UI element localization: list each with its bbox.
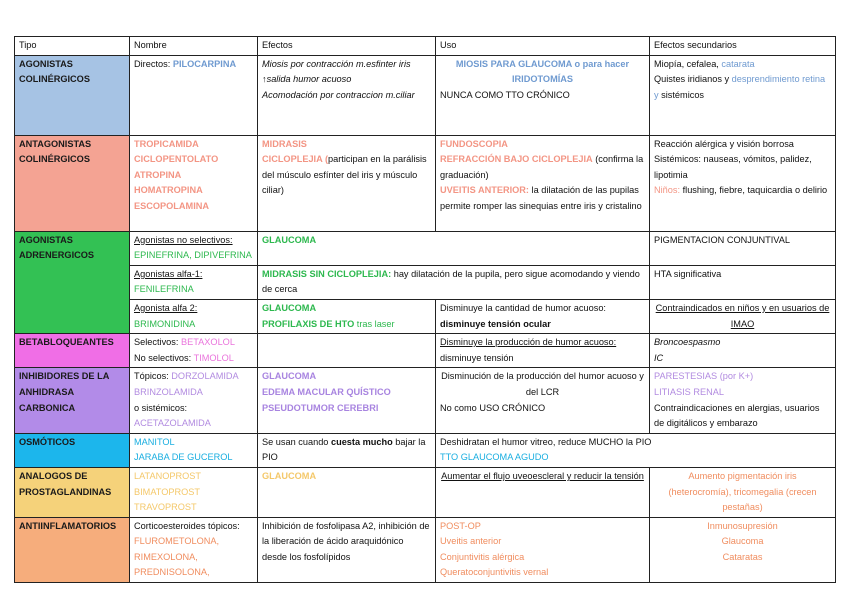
row-agonistas-adrenergicos-3: [15, 299, 836, 333]
tipo-inhibidores-anhidrasa: INHIBIDORES DE LA ANHIDRASA CARBONICA: [15, 368, 130, 433]
uso-highlight: Queratoconjuntivitis vernal: [440, 567, 549, 578]
drug-name: PREDNISOLONA,: [134, 567, 210, 578]
drug-name: ACETAZOLAMIDA: [134, 418, 211, 429]
row-agonistas-colinergicos: [15, 55, 836, 135]
row-prostaglandinas: [15, 467, 836, 517]
tipo-antiinflamatorios: ANTIINFLAMATORIOS: [15, 517, 130, 582]
sec-highlight: Inmunosupresión: [707, 520, 778, 531]
uso-detail: (confirma la graduación): [440, 154, 644, 180]
tipo-prostaglandinas: ANALOGOS DE PROSTAGLANDINAS: [15, 467, 130, 517]
uso-cell: [258, 231, 650, 265]
row-agonistas-adrenergicos-2: [15, 265, 836, 299]
nombre-cell: [130, 368, 258, 433]
uso-cell: [258, 265, 650, 299]
efectos-cell: [258, 433, 436, 467]
sec-text: PIGMENTACION CONJUNTIVAL: [654, 234, 790, 245]
drug-name: MANITOL: [134, 436, 175, 447]
secundarios-cell: [650, 135, 836, 231]
drug-name: BRINZOLAMIDA: [134, 386, 203, 397]
drug-name: BIMATOPROST: [134, 486, 201, 497]
header-row: [15, 37, 836, 56]
drug-name: ATROPINA: [134, 169, 182, 180]
uso-cell: [436, 299, 650, 333]
drug-name: LATANOPROST: [134, 470, 202, 481]
drug-class-label: Corticoesteroides tópicos:: [134, 520, 240, 531]
uso-text: Disminuye la producción de humor acuoso:: [440, 337, 617, 348]
uso-cell: [436, 368, 650, 433]
sec-text: Broncoespasmo: [654, 337, 721, 348]
efecto-detail: tras laser: [354, 318, 395, 329]
uso-cell: [436, 55, 650, 135]
uso-detail: hay dilatación de la pupila, pero sigue acomodando y viendo de cerca: [262, 268, 640, 295]
header-efectos-secundarios: Efectos secundarios: [650, 37, 836, 56]
uso-text: Disminuye la cantidad de humor acuoso:: [440, 302, 606, 313]
row-inhibidores-anhidrasa: [15, 368, 836, 433]
uso-cell: [436, 517, 650, 582]
efecto-glaucoma: GLAUCOMA: [262, 302, 317, 313]
sec-highlight: Cataratas: [722, 551, 763, 562]
sec-text: Reacción alérgica y visión borrosa: [654, 138, 794, 149]
efecto-cicloplejia: CICLOPLEJIA (: [262, 154, 329, 165]
uso-highlight: Uveitis anterior: [440, 536, 502, 547]
uso-refraccion: REFRACCIÓN BAJO CICLOPLEJIA: [440, 154, 593, 165]
sec-highlight: Aumento pigmentación iris: [688, 470, 797, 481]
nombre-cell: [130, 517, 258, 582]
drug-name: EPINEFRINA, DIPIVEFRINA: [134, 250, 252, 261]
drug-name: ESCOPOLAMINA: [134, 200, 210, 211]
uso-midriasis-sin-cicloplejia: MIDRASIS SIN CICLOPLEJIA:: [262, 268, 392, 279]
drug-name: JARABA DE GUCEROL: [134, 452, 233, 463]
drug-class-label: Agonistas alfa-1:: [134, 268, 203, 279]
efecto-item: ↑salida humor acuoso: [262, 74, 352, 85]
tipo-agonistas-adrenergicos: AGONISTAS ADRENERGICOS: [15, 231, 130, 334]
sec-highlight: Glaucoma: [721, 536, 764, 547]
uso-text: Disminución de la producción del humor acuoso y del LCR: [441, 371, 644, 397]
uso-text: disminuye tensión ocular: [440, 318, 551, 329]
nombre-cell: [130, 334, 258, 368]
nombre-cell: [130, 231, 258, 265]
efecto-text: Inhibición de fosfolipasa A2, inhibición de la liberación de ácido araquidónico desde los fosfolípidos: [262, 520, 430, 562]
uso-main: MIOSIS PARA GLAUCOMA o para hacer IRIDOTOMÍAS: [455, 58, 630, 85]
efecto-bold: cuesta mucho: [330, 436, 393, 447]
sec-highlight: (heterocromía), tricomegalia (crecen pestañas): [668, 486, 817, 513]
efectos-cell: [258, 135, 436, 231]
tipo-betabloqueantes: BETABLOQUEANTES: [15, 334, 130, 368]
tipo-antagonistas-colinergicos: ANTAGONISTAS COLINÉRGICOS: [15, 135, 130, 231]
uso-highlight: TTO GLAUCOMA AGUDO: [440, 452, 549, 463]
drug-class-label: Agonista alfa 2:: [134, 302, 198, 313]
uso-note: NUNCA COMO TTO CRÓNICO: [440, 89, 570, 100]
uso-cell: [436, 467, 650, 517]
drug-class-label: Selectivos:: [134, 337, 181, 348]
drug-class-label: Tópicos:: [134, 371, 172, 382]
sec-text: Contraindicaciones en alergias, usuarios de digitálicos y embarazo: [654, 402, 820, 429]
secundarios-cell: [650, 265, 836, 299]
secundarios-cell: [650, 467, 836, 517]
nombre-cell: [130, 265, 258, 299]
uso-fundoscopia: FUNDOSCOPIA: [440, 138, 508, 149]
drug-name: BRIMONIDINA: [134, 318, 196, 329]
sec-text: Sistémicos: nauseas, vómitos, palidez, lipotimia: [654, 154, 812, 180]
secundarios-cell: [650, 517, 836, 582]
efectos-cell: [258, 55, 436, 135]
nombre-cell: [130, 55, 258, 135]
drug-name: TIMOLOL: [193, 352, 234, 363]
uso-detail: la dilatación de las pupilas permite romper las sinequias entre iris y cristalino: [440, 185, 642, 211]
efecto-text: bajar la PIO: [262, 436, 426, 463]
drug-class-label: Agonistas no selectivos:: [134, 234, 233, 245]
drug-name: FLUROMETOLONA,: [134, 536, 220, 547]
row-antiinflamatorios: [15, 517, 836, 582]
sec-highlight: PARESTESIAS (por K+): [654, 371, 754, 382]
drug-name: RIMEXOLONA,: [134, 551, 198, 562]
sec-highlight: desprendimiento retina y: [654, 74, 826, 100]
secundarios-cell: [650, 368, 836, 433]
drug-name: PILOCARPINA: [172, 58, 237, 69]
efecto-item: Miosis por contracción m.esfinter iris: [262, 58, 411, 69]
header-tipo: Tipo: [15, 37, 130, 56]
sec-text: IC: [654, 352, 664, 363]
sec-highlight: Niños:: [654, 185, 681, 196]
row-osmoticos: [15, 433, 836, 467]
nombre-cell: [130, 135, 258, 231]
uso-text: Aumentar el flujo uveoescleral y reducir la tensión: [441, 470, 644, 481]
header-efectos: Efectos: [258, 37, 436, 56]
nombre-cell: [130, 467, 258, 517]
efecto-midriasis: MIDRASIS: [262, 138, 307, 149]
row-agonistas-adrenergicos-1: [15, 231, 836, 265]
efecto-pseudotumor: PSEUDOTUMOR CEREBRI: [262, 402, 379, 413]
row-betabloqueantes: [15, 334, 836, 368]
efecto-detail: participan en la parálisis del músculo esfínter del iris y músculo ciliar): [262, 154, 427, 196]
sec-highlight: catarata: [721, 58, 755, 69]
header-uso: Uso: [436, 37, 650, 56]
uso-text: No como USO CRÓNICO: [440, 402, 546, 413]
efectos-cell: [258, 334, 436, 368]
secundarios-cell: [650, 299, 836, 333]
sec-highlight: LITIASIS RENAL: [654, 386, 724, 397]
tipo-agonistas-colinergicos: AGONISTAS COLINÉRGICOS: [15, 55, 130, 135]
efectos-cell: [258, 299, 436, 333]
uso-cell: [436, 433, 836, 467]
uso-glaucoma: GLAUCOMA: [262, 234, 317, 245]
efecto-glaucoma: GLAUCOMA: [262, 371, 317, 382]
uso-cell: [436, 135, 650, 231]
secundarios-cell: [650, 55, 836, 135]
sec-text: sistémicos: [658, 89, 705, 100]
drug-name: TRAVOPROST: [134, 502, 197, 513]
uso-uveitis: UVEITIS ANTERIOR:: [440, 185, 529, 196]
pharmacology-table: [14, 36, 836, 583]
efectos-cell: [258, 517, 436, 582]
nombre-cell: [130, 299, 258, 333]
drug-name: FENILEFRINA: [134, 284, 194, 295]
sec-text: flushing, fiebre, taquicardia o delirio: [680, 185, 828, 196]
nombre-cell: [130, 433, 258, 467]
uso-highlight: POST-OP: [440, 520, 481, 531]
efectos-cell: [258, 368, 436, 433]
sec-text: Quistes iridianos y: [654, 74, 732, 85]
efectos-cell: [258, 467, 436, 517]
row-antagonistas-colinergicos: [15, 135, 836, 231]
efecto-glaucoma: GLAUCOMA: [262, 470, 317, 481]
drug-name: TROPICAMIDA: [134, 138, 199, 149]
drug-class-label: Directos:: [134, 58, 171, 69]
sec-text: Miopía, cefalea,: [654, 58, 722, 69]
drug-name: HOMATROPINA: [134, 185, 203, 196]
drug-name: CICLOPENTOLATO: [134, 154, 219, 165]
drug-name: BETAXOLOL: [180, 337, 235, 348]
uso-highlight: Conjuntivitis alérgica: [440, 551, 525, 562]
efecto-text: Se usan cuando: [262, 436, 331, 447]
header-nombre: Nombre: [130, 37, 258, 56]
drug-class-label: No selectivos:: [134, 352, 194, 363]
uso-text: Deshidratan el humor vitreo, reduce MUCHO la PIO: [440, 436, 652, 447]
uso-text: disminuye tensión: [440, 352, 514, 363]
sec-text: Contraindicados en niños y en usuarios de IMAO: [655, 302, 830, 329]
tipo-osmoticos: OSMÓTICOS: [15, 433, 130, 467]
secundarios-cell: [650, 231, 836, 265]
sec-text: HTA significativa: [654, 268, 722, 279]
secundarios-cell: [650, 334, 836, 368]
efecto-edema: EDEMA MACULAR QUÍSTICO: [262, 386, 391, 397]
efecto-item: Acomodación por contraccion m.ciliar: [262, 89, 415, 100]
efecto-profilaxis: PROFILAXIS DE HTO: [262, 318, 355, 329]
drug-class-label: o sistémicos:: [134, 402, 188, 413]
uso-cell: [436, 334, 650, 368]
drug-name: DORZOLAMIDA: [171, 371, 239, 382]
